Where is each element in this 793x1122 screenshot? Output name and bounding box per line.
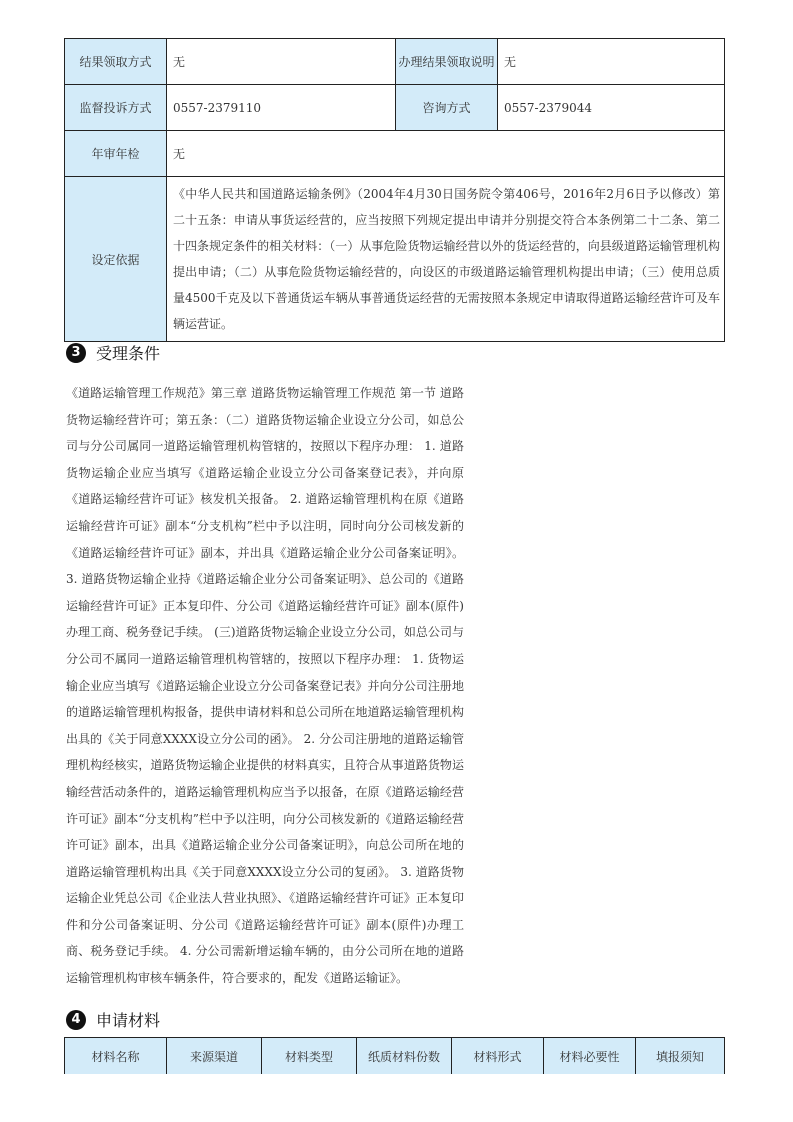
complaint-method-label: 监督投诉方式 (65, 85, 167, 131)
table-row (65, 39, 725, 85)
column-header-material-form: 材料形式 (452, 1038, 544, 1075)
legal-basis-label: 设定依据 (65, 177, 167, 342)
result-pickup-note-label: 办理结果领取说明 (396, 39, 498, 85)
consult-method-label: 咨询方式 (396, 85, 498, 131)
section-heading-acceptance-conditions (66, 341, 160, 364)
table-row (65, 177, 725, 342)
annual-review-label: 年审年检 (65, 131, 167, 177)
materials-table (64, 1037, 725, 1074)
table-row (65, 131, 725, 177)
section-title: 受理条件 (96, 344, 161, 363)
table-header-row (65, 1038, 725, 1075)
column-header-paper-copies: 纸质材料份数 (357, 1038, 452, 1075)
service-info-table (64, 38, 725, 342)
consult-method-value: 0557-2379044 (498, 85, 725, 131)
column-header-filling-notes: 填报须知 (636, 1038, 725, 1075)
table-row (65, 85, 725, 131)
section-title: 申请材料 (96, 1011, 161, 1030)
section-number-badge: 4 (66, 1010, 86, 1030)
annual-review-value: 无 (167, 131, 725, 177)
complaint-method-value: 0557-2379110 (167, 85, 396, 131)
result-pickup-method-value: 无 (167, 39, 396, 85)
section-heading-application-materials (66, 1008, 160, 1031)
legal-basis-value: 《中华人民共和国道路运输条例》（2004年4月30日国务院令第406号，2016年2月6日予以修改）第二十五条：申请从事货运经营的，应当按照下列规定提出申请并分别提交符合本条例第二十二条、第二十四条规定条件的相关材料：（一）从事危险货物运输经营以外的货运经营的，向县级道路运输管理机构提出申请；（二）从事危险货物运输经营的，向设区的市级道路运输管理机构提出申请；（三）使用总质量4500千克及以下普通货运车辆从事普通货运经营的无需按照本条规定申请取得道路运输经营许可及车辆运营证。 (167, 177, 725, 342)
column-header-material-name: 材料名称 (65, 1038, 167, 1075)
result-pickup-note-value: 无 (498, 39, 725, 85)
column-header-material-type: 材料类型 (262, 1038, 357, 1075)
acceptance-conditions-text: 《道路运输管理工作规范》第三章 道路货物运输管理工作规范 第一节 道路货物运输经营许可；第五条：（二）道路货物运输企业设立分公司，如总公司与分公司属同一道路运输管理机构管辖的，按照以下程序办理： 1. 道路货物运输企业应当填写《道路运输企业设立分公司备案登记表》，并向原《道路运输经营许可证》核发机关报备。 2. 道路运输管理机构在原《道路运输经营许可证》副本“分支机构”栏中予以注明，同时向分公司核发新的《道路运输经营许可证》副本，并出具《道路运输企业分公司备案证明》。 3. 道路货物运输企业持《道路运输企业分公司备案证明》、总公司的《道路运输经营许可证》正本复印件、分公司《道路运输经营许可证》副本(原件)办理工商、税务登记手续。 (三)道路货物运输企业设立分公司，如总公司与分公司不属同一道路运输管理机构管辖的，按照以下程序办理： 1. 货物运输企业应当填写《道路运输企业设立分公司备案登记表》并向分公司注册地的道路运输管理机构报备，提供申请材料和总公司所在地道路运输管理机构出具的《关于同意XXXX设立分公司的函》。 2. 分公司注册地的道路运输管理机构经核实，道路货物运输企业提供的材料真实，且符合从事道路货物运输经营活动条件的，道路运输管理机构应当予以报备，在原《道路运输经营许可证》副本“分支机构”栏中予以注明，向分公司核发新的《道路运输经营许可证》副本，出具《道路运输企业分公司备案证明》，向总公司所在地的道路运输管理机构出具《关于同意XXXX设立分公司的复函》。 3. 道路货物运输企业凭总公司《企业法人营业执照》、《道路运输经营许可证》正本复印件和分公司备案证明、分公司《道路运输经营许可证》副本(原件)办理工商、税务登记手续。 4. 分公司需新增运输车辆的，由分公司所在地的道路运输管理机构审核车辆条件，符合要求的，配发《道路运输证》。 (66, 386, 464, 986)
result-pickup-method-label: 结果领取方式 (65, 39, 167, 85)
column-header-source-channel: 来源渠道 (167, 1038, 262, 1075)
section-number-badge: 3 (66, 343, 86, 363)
column-header-necessity: 材料必要性 (544, 1038, 636, 1075)
